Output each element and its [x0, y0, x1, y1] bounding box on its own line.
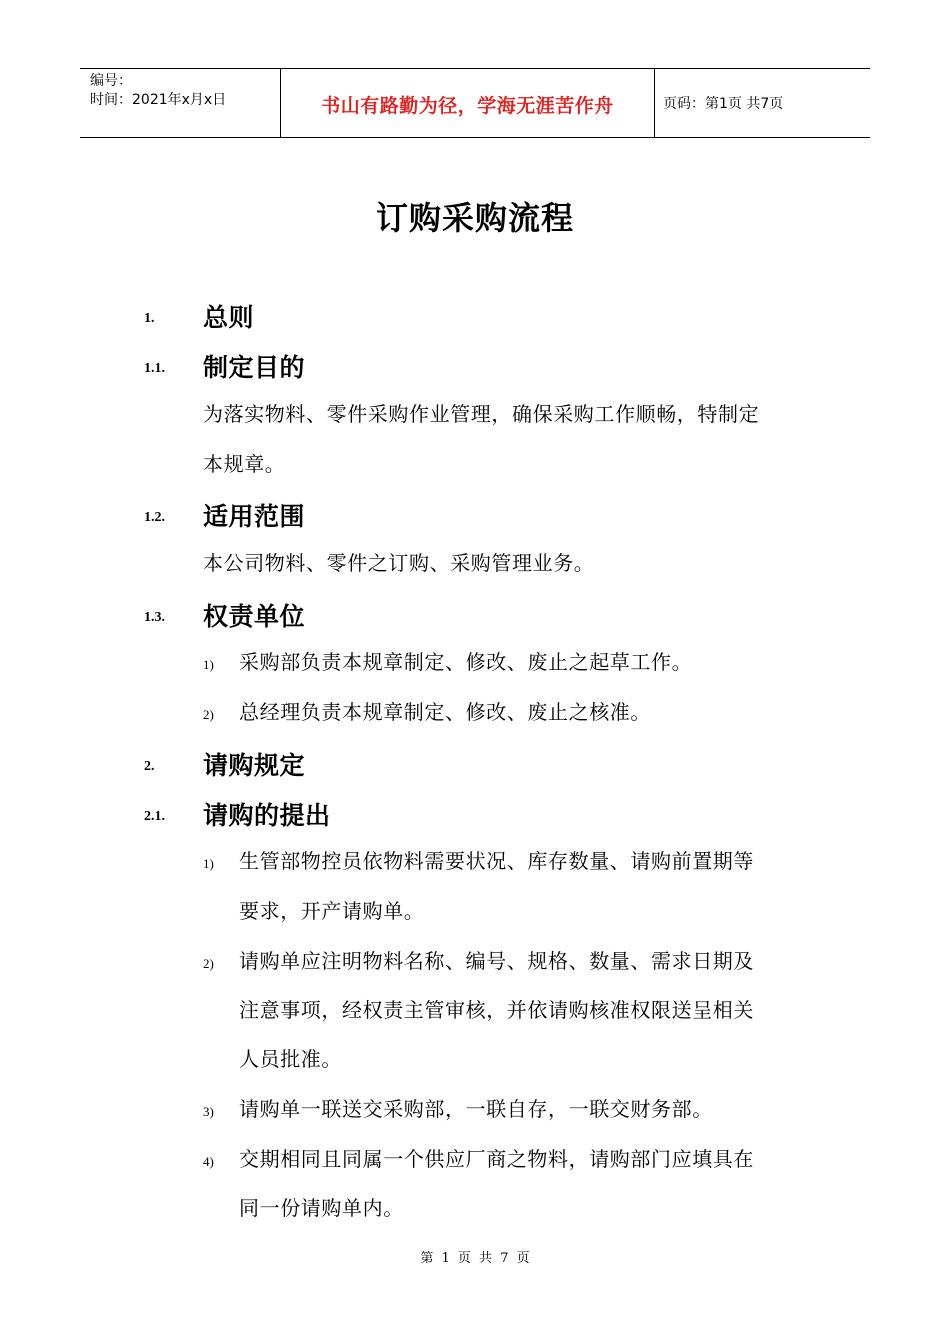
list-item-number: 4) — [203, 1154, 214, 1169]
section-number: 1.1. — [144, 361, 165, 376]
section-heading: 适用范围 — [203, 502, 306, 531]
list-item-line: 总经理负责本规章制定、修改、废止之核准。 — [239, 700, 651, 724]
list-item-line: 请购单应注明物料名称、编号、规格、数量、需求日期及 — [239, 949, 754, 973]
number-label: 编号： — [90, 73, 132, 89]
section-number: 2.1. — [144, 809, 165, 824]
time-label: 时间：2021年x月x日 — [90, 92, 227, 108]
section-heading: 总则 — [203, 303, 255, 332]
section-heading: 请购规定 — [203, 751, 306, 780]
section-number: 1.3. — [144, 610, 165, 625]
list-item-number: 1) — [203, 657, 214, 672]
list-item-number: 2) — [203, 956, 214, 971]
list-item-line: 人员批准。 — [239, 1047, 342, 1071]
paragraph-line: 本规章。 — [203, 452, 286, 476]
document-header — [80, 68, 870, 138]
list-item-line: 同一份请购单内。 — [239, 1196, 404, 1220]
paragraph-line: 为落实物料、零件采购作业管理，确保采购工作顺畅，特制定 — [203, 402, 760, 426]
section-number: 2. — [144, 759, 155, 774]
list-item-number: 1) — [203, 856, 214, 871]
list-item-line: 请购单一联送交采购部，一联自存，一联交财务部。 — [239, 1097, 713, 1121]
page-footer: 第 1 页 共 7 页 — [420, 1251, 530, 1266]
list-item-line: 采购部负责本规章制定、修改、废止之起草工作。 — [239, 650, 693, 674]
list-item-line: 注意事项，经权责主管审核，并依请购核准权限送呈相关 — [239, 998, 754, 1022]
section-number: 1. — [144, 311, 155, 326]
paragraph-line: 本公司物料、零件之订购、采购管理业务。 — [203, 551, 595, 575]
section-number: 1.2. — [144, 510, 165, 525]
motto: 书山有路勤为径，学海无涯苦作舟 — [321, 95, 614, 117]
document-title: 订购采购流程 — [375, 199, 574, 237]
header-page-cell — [655, 69, 870, 137]
list-item-line: 要求，开产请购单。 — [239, 899, 425, 923]
header-motto-cell — [281, 69, 655, 137]
list-item-line: 交期相同且同属一个供应厂商之物料，请购部门应填具在 — [239, 1147, 754, 1171]
list-item-line: 生管部物控员依物料需要状况、库存数量、请购前置期等 — [239, 849, 754, 873]
list-item-number: 2) — [203, 707, 214, 722]
section-heading: 权责单位 — [203, 602, 306, 631]
section-heading: 请购的提出 — [203, 801, 331, 830]
section-heading: 制定目的 — [203, 353, 306, 382]
page-info: 页码：第1页 共7页 — [663, 96, 784, 112]
header-info-cell — [80, 69, 281, 137]
list-item-number: 3) — [203, 1104, 214, 1119]
